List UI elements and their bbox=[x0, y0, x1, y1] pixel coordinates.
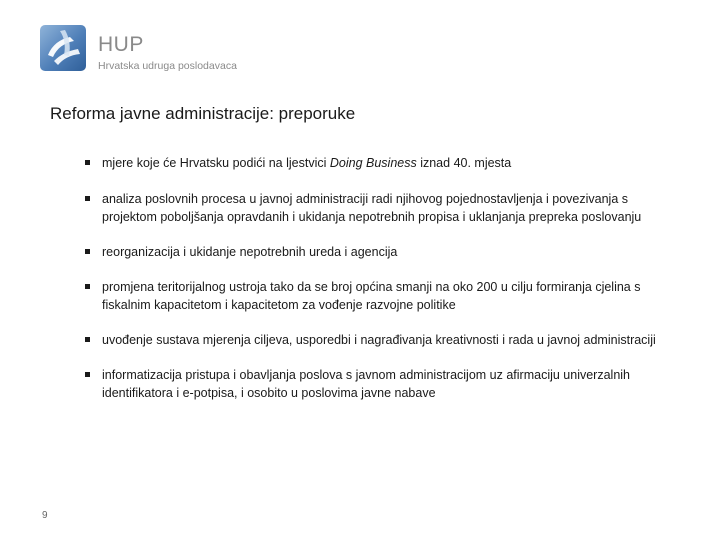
bullet-item bbox=[84, 243, 684, 261]
hup-logo bbox=[40, 25, 270, 75]
square-bullet-icon bbox=[85, 196, 90, 201]
bullet-text-emphasis: Doing Business bbox=[329, 156, 417, 170]
logo-name: HUP bbox=[98, 33, 144, 56]
square-bullet-icon bbox=[85, 337, 90, 342]
slide-title: Reforma javne administracije: preporuke bbox=[50, 104, 356, 123]
square-bullet-icon bbox=[85, 160, 90, 165]
bullet-text: reorganizacija i ukidanje nepotrebnih ureda i agencija bbox=[102, 245, 398, 259]
bullet-item bbox=[84, 366, 684, 402]
bullet-item bbox=[84, 331, 684, 349]
bullet-item bbox=[84, 154, 684, 172]
logo-subtitle: Hrvatska udruga poslodavaca bbox=[98, 60, 237, 72]
square-bullet-icon bbox=[85, 284, 90, 289]
page-number: 9 bbox=[42, 510, 48, 521]
square-bullet-icon bbox=[85, 372, 90, 377]
bullet-text-after: iznad 40. mjesta bbox=[416, 156, 512, 170]
bullet-text-before: mjere koje će Hrvatsku podići na ljestvici bbox=[102, 156, 330, 170]
bullet-item bbox=[84, 190, 684, 226]
bullet-text: uvođenje sustava mjerenja ciljeva, usporedbi i nagrađivanja kreativnosti i rada u javnoj administraciji bbox=[102, 333, 656, 347]
bullet-text: analiza poslovnih procesa u javnoj administraciji radi njihovog pojednostavljenja i povezivanja s projektom poboljšanja opravdanih i ukidanja nepotrebnih propisa i uklanjanja prepreka poslovanju bbox=[102, 192, 642, 224]
bullet-text: promjena teritorijalnog ustroja tako da se broj općina smanji na oko 200 u cilju formiranja cjelina s fiskalnim kapacitetom i kapacitetom za vođenje razvojne politike bbox=[102, 280, 641, 312]
square-bullet-icon bbox=[85, 249, 90, 254]
bullet-item bbox=[84, 278, 684, 314]
bullet-text: informatizacija pristupa i obavljanja poslova s javnom administracijom uz afirmaciju univerzalnih identifikatora i e-potpisa, i osobito u poslovima javne nabave bbox=[102, 368, 631, 400]
hup-logo-icon bbox=[40, 25, 86, 71]
bullet-list bbox=[84, 154, 684, 402]
